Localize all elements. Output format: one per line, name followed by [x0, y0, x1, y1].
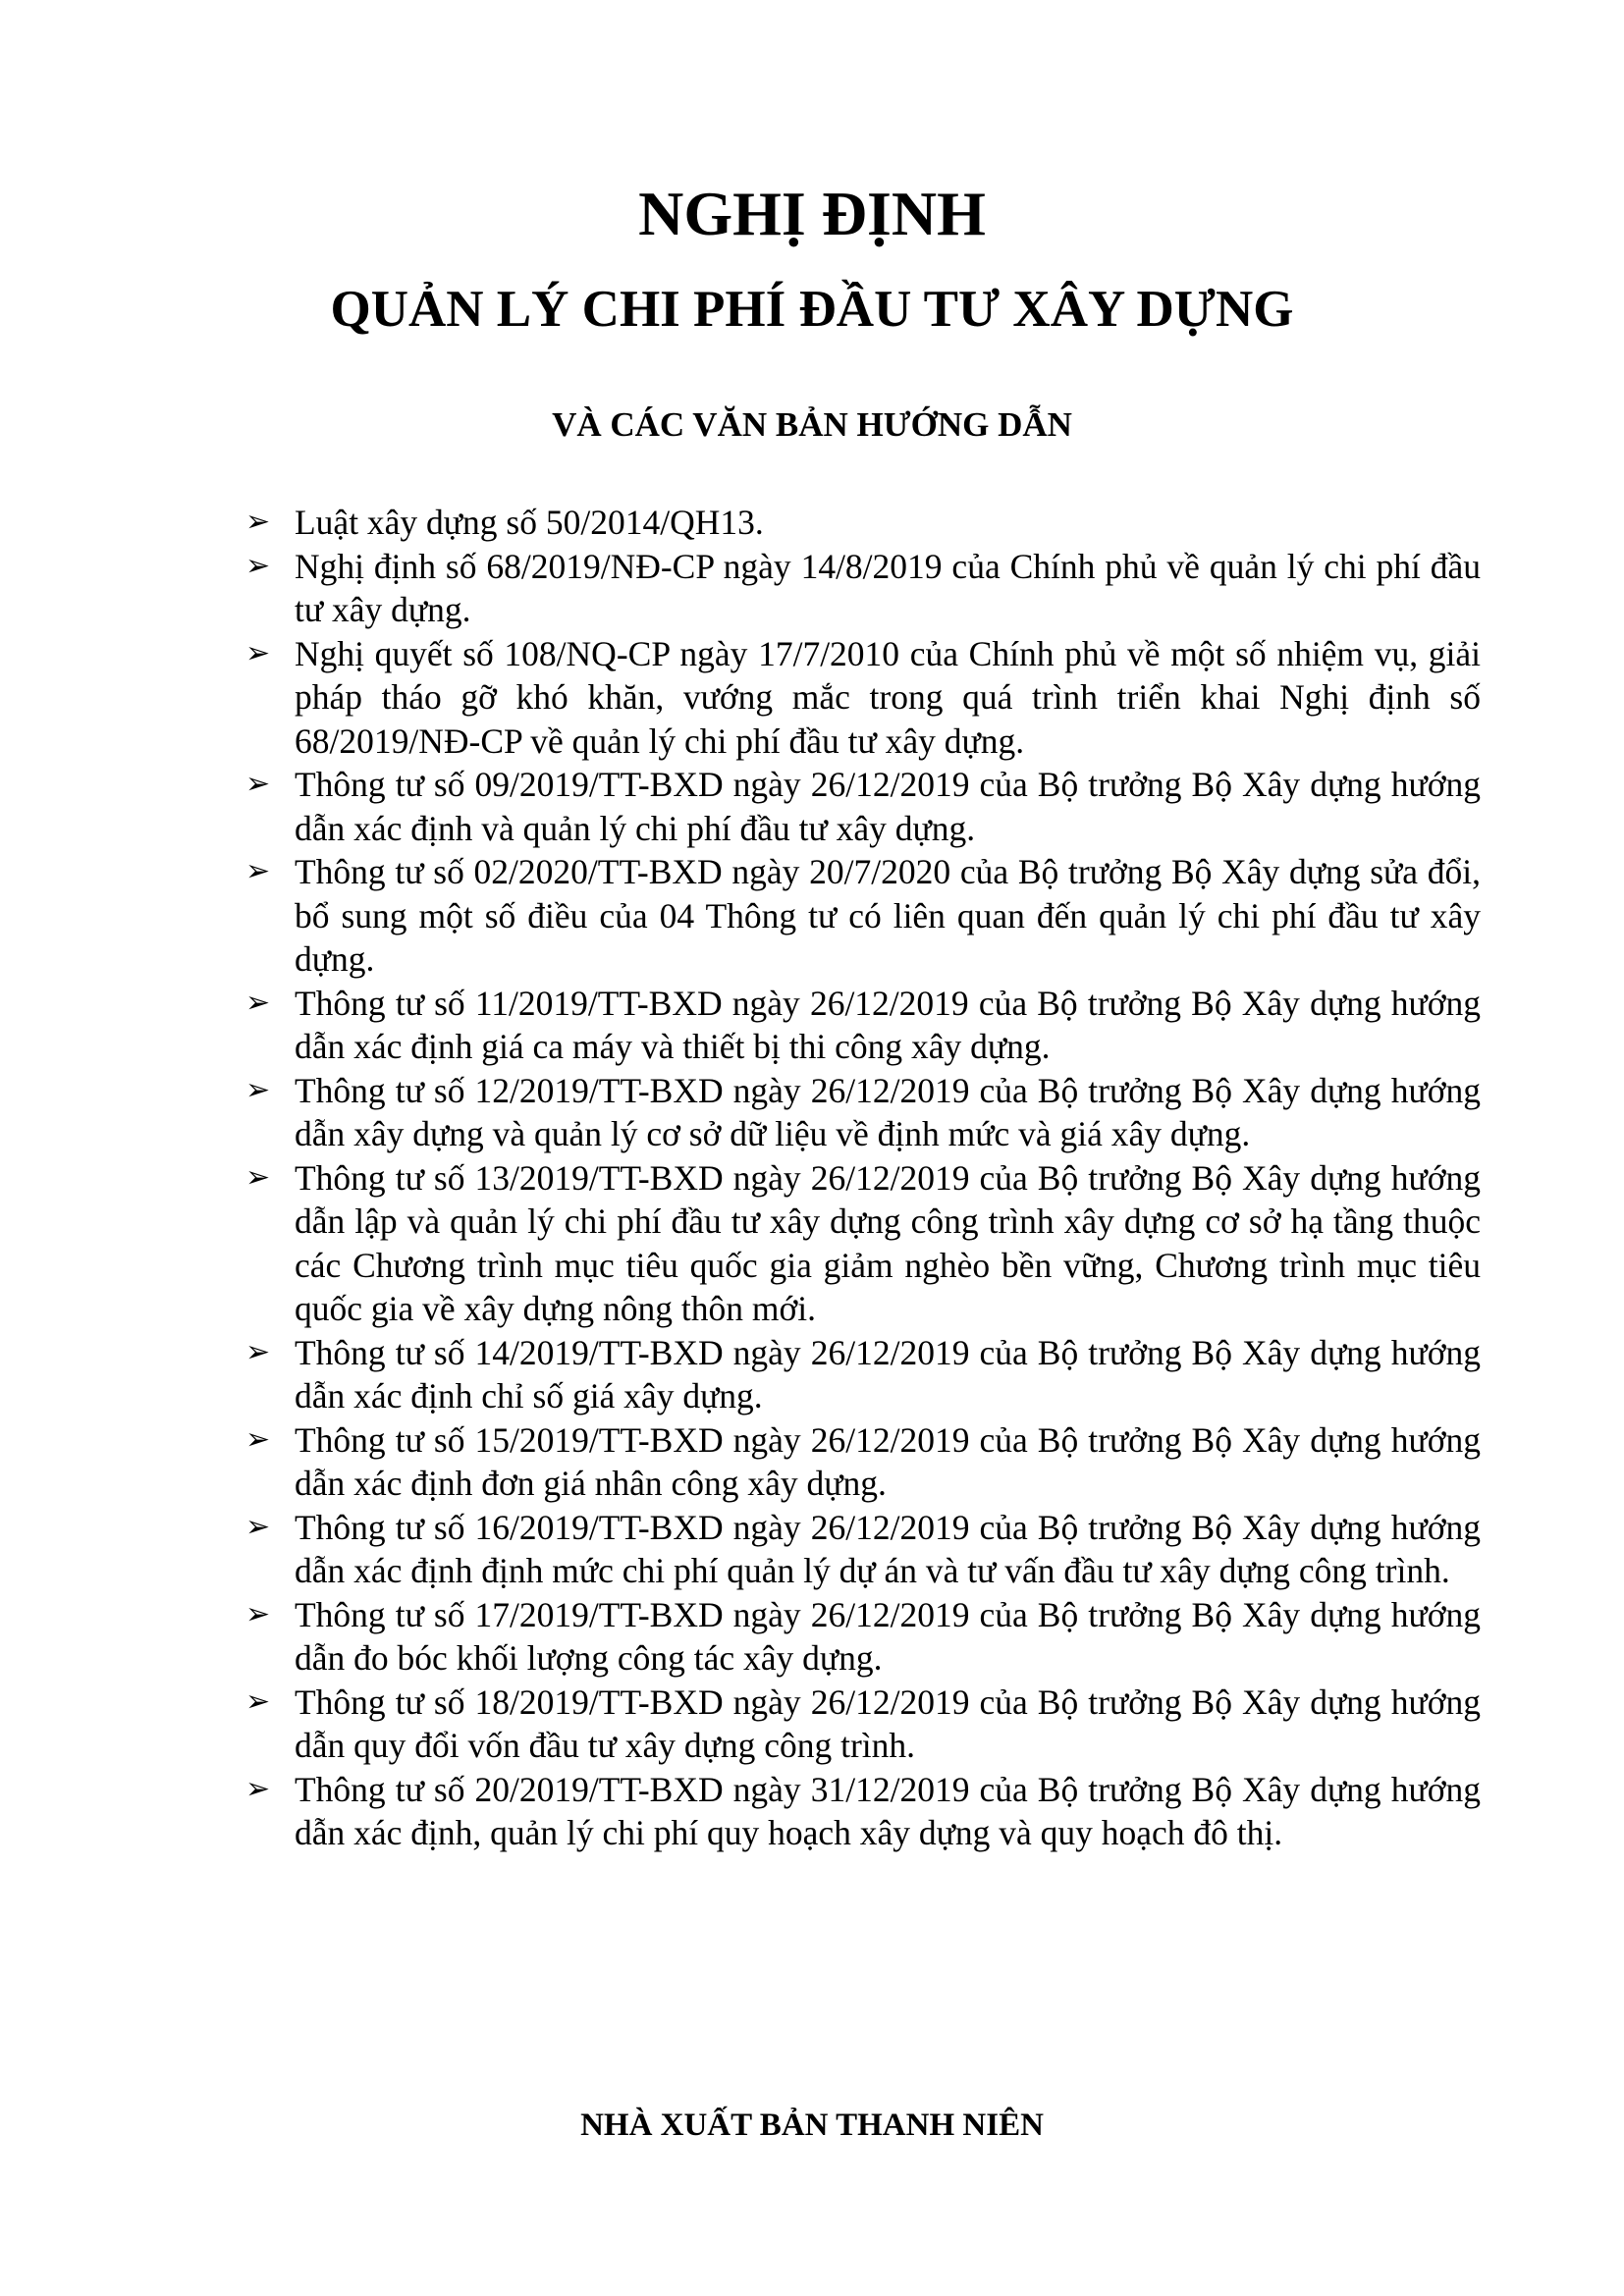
list-item	[245, 1156, 1481, 1331]
list-item	[245, 982, 1481, 1069]
arrowhead-bullet-icon: ➢	[245, 636, 271, 669]
list-item	[245, 763, 1481, 850]
list-item-text: Thông tư số 14/2019/TT-BXD ngày 26/12/2019 của Bộ trưởng Bộ Xây dựng hướng dẫn xác định chỉ số giá xây dựng.	[295, 1332, 1481, 1415]
list-item-text: Thông tư số 02/2020/TT-BXD ngày 20/7/2020 của Bộ trưởng Bộ Xây dựng sửa đổi, bổ sung một số điều của 04 Thông tư có liên quan đến quản lý chi phí đầu tư xây dựng.	[295, 852, 1481, 979]
arrowhead-bullet-icon: ➢	[245, 986, 271, 1019]
arrowhead-bullet-icon: ➢	[245, 1597, 271, 1630]
list-item-text: Thông tư số 13/2019/TT-BXD ngày 26/12/2019 của Bộ trưởng Bộ Xây dựng hướng dẫn lập và quản lý chi phí đầu tư xây dựng công trình xây dựng cơ sở hạ tầng thuộc các Chương trình mục tiêu quốc gia giảm nghèo bền vững, Chương trình mục tiêu quốc gia về xây dựng nông thôn mới.	[295, 1157, 1481, 1328]
arrowhead-bullet-icon: ➢	[245, 1335, 271, 1368]
list-item	[245, 850, 1481, 982]
document-subtitle: QUẢN LÝ CHI PHÍ ĐẦU TƯ XÂY DỰNG	[330, 281, 1294, 338]
arrowhead-bullet-icon: ➢	[245, 1684, 271, 1718]
list-item-text: Thông tư số 20/2019/TT-BXD ngày 31/12/2019 của Bộ trưởng Bộ Xây dựng hướng dẫn xác định, quản lý chi phí quy hoạch xây dựng và quy hoạch đô thị.	[295, 1769, 1481, 1852]
list-item-text: Thông tư số 09/2019/TT-BXD ngày 26/12/2019 của Bộ trưởng Bộ Xây dựng hướng dẫn xác định và quản lý chi phí đầu tư xây dựng.	[295, 765, 1481, 848]
arrowhead-bullet-icon: ➢	[245, 1073, 271, 1106]
list-item-text: Thông tư số 15/2019/TT-BXD ngày 26/12/2019 của Bộ trưởng Bộ Xây dựng hướng dẫn xác định đơn giá nhân công xây dựng.	[295, 1419, 1481, 1503]
list-item-text: Thông tư số 18/2019/TT-BXD ngày 26/12/2019 của Bộ trưởng Bộ Xây dựng hướng dẫn quy đổi vốn đầu tư xây dựng công trình.	[295, 1682, 1481, 1765]
list-item	[245, 632, 1481, 764]
arrowhead-bullet-icon: ➢	[245, 1772, 271, 1805]
arrowhead-bullet-icon: ➢	[245, 1510, 271, 1543]
list-item	[245, 1681, 1481, 1768]
arrowhead-bullet-icon: ➢	[245, 768, 271, 800]
list-item-text: Thông tư số 17/2019/TT-BXD ngày 26/12/2019 của Bộ trưởng Bộ Xây dựng hướng dẫn đo bóc khối lượng công tác xây dựng.	[295, 1594, 1481, 1678]
list-item-text: Thông tư số 16/2019/TT-BXD ngày 26/12/2019 của Bộ trưởng Bộ Xây dựng hướng dẫn xác định định mức chi phí quản lý dự án và tư vấn đầu tư xây dựng công trình.	[295, 1507, 1481, 1590]
list-item	[245, 1506, 1481, 1593]
list-item	[245, 1331, 1481, 1418]
list-item	[245, 1768, 1481, 1855]
list-item	[245, 545, 1481, 632]
list-item-text: Nghị định số 68/2019/NĐ-CP ngày 14/8/2019 của Chính phủ về quản lý chi phí đầu tư xây dựng.	[295, 546, 1481, 629]
arrowhead-bullet-icon: ➢	[245, 1160, 271, 1194]
list-item	[245, 1069, 1481, 1156]
document-title: NGHỊ ĐỊNH	[638, 179, 986, 248]
list-item	[245, 1418, 1481, 1506]
arrowhead-bullet-icon: ➢	[245, 506, 271, 538]
list-item	[245, 1593, 1481, 1681]
document-heading: VÀ CÁC VĂN BẢN HƯỚNG DẪN	[552, 405, 1072, 444]
arrowhead-bullet-icon: ➢	[245, 549, 271, 582]
list-item-text: Nghị quyết số 108/NQ-CP ngày 17/7/2010 của Chính phủ về một số nhiệm vụ, giải pháp tháo gỡ khó khăn, vướng mắc trong quá trình triển khai Nghị định số 68/2019/NĐ-CP về quản lý chi phí đầu tư xây dựng.	[295, 633, 1481, 761]
list-item	[245, 501, 1481, 545]
list-item-text: Thông tư số 11/2019/TT-BXD ngày 26/12/2019 của Bộ trưởng Bộ Xây dựng hướng dẫn xác định giá ca máy và thiết bị thi công xây dựng.	[295, 983, 1481, 1066]
arrowhead-bullet-icon: ➢	[245, 1422, 271, 1456]
legal-document-list	[245, 501, 1481, 1855]
list-item-text: Luật xây dựng số 50/2014/QH13.	[295, 503, 764, 542]
arrowhead-bullet-icon: ➢	[245, 855, 271, 887]
list-item-text: Thông tư số 12/2019/TT-BXD ngày 26/12/2019 của Bộ trưởng Bộ Xây dựng hướng dẫn xây dựng và quản lý cơ sở dữ liệu về định mức và giá xây dựng.	[295, 1070, 1481, 1153]
publisher-name: NHÀ XUẤT BẢN THANH NIÊN	[580, 2108, 1044, 2143]
